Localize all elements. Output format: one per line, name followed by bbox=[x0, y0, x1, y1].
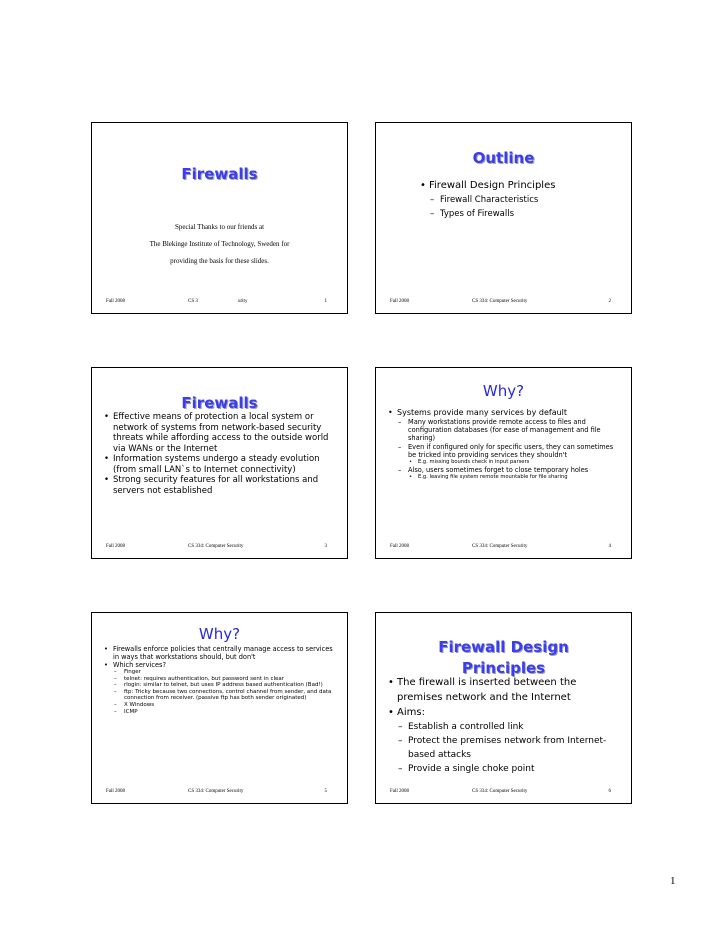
bullet-item: • Information systems undergo a steady evolution (from small LAN`s to Internet connectivity) bbox=[104, 454, 337, 475]
sub-bullet-text: ftp: Tricky because two connections, control channel from sender, and data connection from receiver. (passive ftp has both sender originated) bbox=[124, 688, 332, 702]
slide-title: Why? bbox=[198, 625, 241, 643]
bullet-item: • The firewall is inserted between the premises network and the Internet bbox=[388, 675, 621, 705]
sub-bullet-item: – ftp: Tricky because two connections, control channel from sender, and data connection from receiver. (passive ftp has both sender originated) bbox=[114, 688, 332, 702]
slide-title-line: Firewall Design bbox=[438, 638, 569, 656]
acknowledgement bbox=[92, 219, 347, 270]
bullet-list bbox=[104, 645, 337, 715]
slide-title-line: Principles bbox=[461, 659, 546, 677]
sub-sub-bullet-text: E.g. missing bounds check in input parsers bbox=[418, 459, 530, 466]
slide-title bbox=[376, 637, 631, 679]
sub-bullet-item: – telnet: requires authentication, but password sent in clear bbox=[114, 675, 285, 682]
sub-bullet-text: Many workstations provide remote access to files and configuration databases (for ease of management and file sharing) bbox=[408, 418, 601, 443]
footer-course: CS 334: Computer Security bbox=[472, 299, 528, 304]
footer-slide-number: 3 bbox=[324, 544, 327, 549]
sub-bullet-text: X Windows bbox=[124, 701, 155, 708]
sub-bullet-item: – Also, users sometimes forget to close temporary holes bbox=[398, 465, 589, 474]
sub-bullet-text: Protect the premises network from Internet-based attacks bbox=[408, 736, 607, 760]
footer-slide-number: 1 bbox=[324, 299, 327, 304]
bullet-list bbox=[388, 675, 621, 776]
bullet-item: • Which services? bbox=[104, 661, 337, 669]
acknowledgement-line: providing the basis for these slides. bbox=[170, 257, 269, 265]
bullet-list bbox=[420, 179, 621, 221]
slide-6 bbox=[375, 612, 632, 804]
bullet-item: • Firewall Design Principles bbox=[420, 179, 621, 193]
sub-sub-bullet-item: • E.g. leaving file system remote mountable for file sharing bbox=[409, 473, 568, 480]
sub-bullet-text: Types of Firewalls bbox=[440, 209, 515, 219]
sub-bullet-item: – rlogin: similar to telnet, but uses IP address based authentication (Bad!) bbox=[114, 682, 323, 689]
bullet-item: • Firewalls enforce policies that centrally manage access to services in ways that workstations should, but don't bbox=[104, 645, 337, 661]
sub-bullet-text: Finger bbox=[124, 669, 141, 675]
sub-bullet-text: Firewall Characteristics bbox=[440, 195, 539, 205]
sub-bullet-text: ICMP bbox=[124, 708, 138, 715]
page-number: 1 bbox=[670, 875, 676, 887]
sub-bullet-text: Even if configured only for specific users, they can sometimes be tricked into providing services they shouldn't bbox=[408, 442, 614, 459]
footer-slide-number: 2 bbox=[608, 299, 611, 304]
slide-title: Firewalls bbox=[181, 165, 258, 183]
footer-course: CS 334: Computer Security bbox=[472, 789, 528, 794]
footer-slide-number: 6 bbox=[608, 789, 611, 794]
bullet-list bbox=[388, 408, 621, 480]
footer-course: CS 334: Computer Security bbox=[188, 544, 244, 549]
footer-course: CS 334: Computer Security bbox=[188, 789, 244, 794]
sub-bullet-item: – Types of Firewalls bbox=[430, 209, 515, 219]
sub-sub-bullet-text: E.g. leaving file system remote mountable for file sharing bbox=[418, 473, 568, 480]
sub-bullet-item: – Many workstations provide remote access to files and configuration databases (for ease of management and file sharing) bbox=[398, 418, 601, 443]
bullet-item: • Strong security features for all workstations and servers not established bbox=[104, 475, 337, 496]
bullet-item: • Systems provide many services by default bbox=[388, 408, 621, 418]
sub-bullet-text: Provide a single choke point bbox=[408, 764, 535, 774]
footer-date: Fall 2008 bbox=[106, 789, 126, 794]
sub-bullet-text: rlogin: similar to telnet, but uses IP address based authentication (Bad!) bbox=[124, 682, 323, 689]
sub-bullet-item: – Establish a controlled link bbox=[398, 722, 524, 732]
footer-slide-number: 5 bbox=[324, 789, 327, 794]
sub-bullet-item: – Provide a single choke point bbox=[398, 764, 535, 774]
sub-bullet-text: telnet: requires authentication, but password sent in clear bbox=[124, 675, 285, 682]
sub-sub-bullet-item: • E.g. missing bounds check in input parsers bbox=[409, 459, 530, 466]
sub-bullet-item: – Even if configured only for specific users, they can sometimes be tricked into providing services they shouldn't bbox=[398, 442, 614, 459]
sub-bullet-text: Also, users sometimes forget to close temporary holes bbox=[408, 465, 589, 474]
bullet-list bbox=[104, 412, 337, 496]
slide-4 bbox=[375, 367, 632, 559]
sub-bullet-item: – Firewall Characteristics bbox=[430, 195, 539, 205]
sub-bullet-item: – Protect the premises network from Internet-based attacks bbox=[398, 736, 607, 760]
footer-date: Fall 2008 bbox=[106, 299, 126, 304]
bullet-item: • Effective means of protection a local system or network of systems from network-based security threats while affording access to the outside world via WANs or the Internet bbox=[104, 412, 337, 454]
slide-2 bbox=[375, 122, 632, 314]
slide-title: Outline bbox=[472, 149, 535, 167]
sub-bullet-item: – Finger bbox=[114, 669, 141, 675]
sub-bullet-text: Establish a controlled link bbox=[408, 722, 524, 732]
sub-bullet-item: – X Windows bbox=[114, 701, 155, 708]
bullet-item: • Aims: bbox=[388, 705, 621, 720]
sub-bullet-item: – ICMP bbox=[114, 708, 138, 715]
footer-date: Fall 2008 bbox=[106, 544, 126, 549]
footer-date: Fall 2008 bbox=[390, 789, 410, 794]
acknowledgement-line: The Blekinge Institute of Technology, Sweden for bbox=[149, 240, 290, 248]
footer-course: CS 334: Computer Security bbox=[472, 544, 528, 549]
slide-title: Firewalls bbox=[181, 394, 258, 412]
footer-date: Fall 2008 bbox=[390, 299, 410, 304]
footer-slide-number: 4 bbox=[608, 544, 611, 549]
slide-3 bbox=[91, 367, 348, 559]
slide-title: Why? bbox=[482, 382, 525, 400]
footer-date: Fall 2008 bbox=[390, 544, 410, 549]
slide-5 bbox=[91, 612, 348, 804]
footer-course-tail: urity bbox=[238, 299, 248, 304]
slide-1 bbox=[91, 122, 348, 314]
footer-course: CS 3 bbox=[188, 299, 198, 304]
acknowledgement-line: Special Thanks to our friends at bbox=[174, 223, 265, 231]
